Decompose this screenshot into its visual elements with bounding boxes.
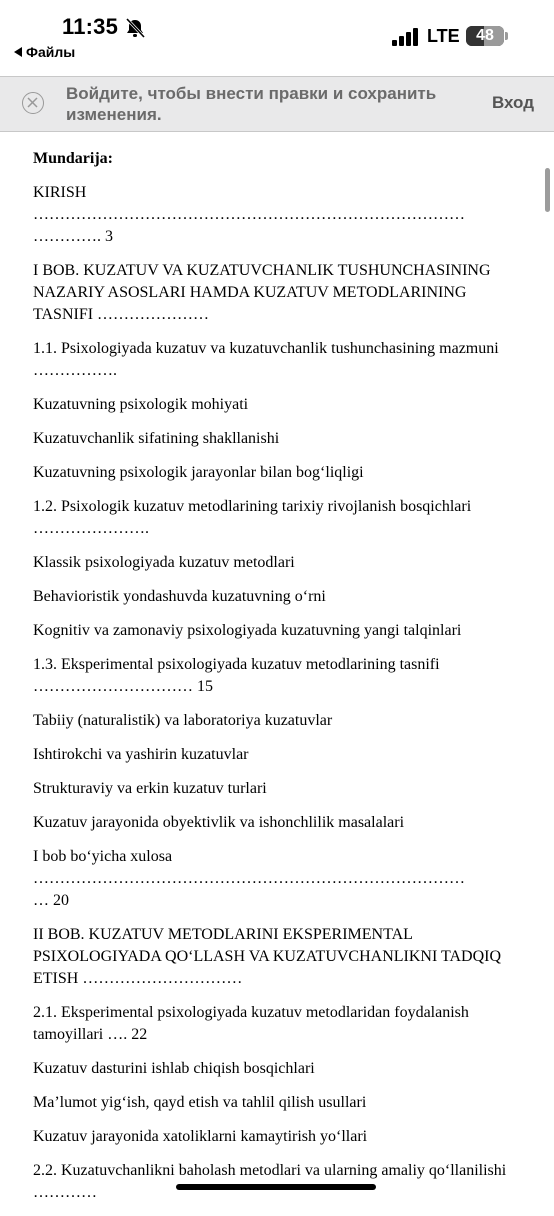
toc-entry-text: 1.3. Eksperimental psixologiyada kuzatuv metodlarining tasnifi ………………………… 15	[33, 656, 440, 695]
toc-entry-text: Kuzatuvning psixologik mohiyati	[33, 396, 249, 413]
toc-entry-text: Kuzatuv jarayonida obyektivlik va ishonchlilik masalalari	[33, 814, 405, 831]
toc-entry	[33, 710, 521, 732]
toc-entry-text: Behavioristik yondashuvda kuzatuvning o‘rni	[33, 588, 326, 605]
silent-bell-icon	[124, 18, 146, 38]
toc-entry-text: Ma’lumot yig‘ish, qayd etish va tahlil qilish usullari	[33, 1094, 367, 1111]
cellular-signal-icon	[392, 28, 420, 46]
toc-entry	[33, 496, 521, 540]
back-to-files-button[interactable]	[14, 44, 75, 60]
status-bar	[0, 0, 554, 70]
sign-in-banner	[0, 76, 554, 132]
network-type: LTE	[427, 26, 460, 46]
toc-entry-text: Ishtirokchi va yashirin kuzatuvlar	[33, 746, 249, 763]
toc-entry-text: Kuzatuvning psixologik jarayonlar bilan bog‘liqligi	[33, 464, 364, 481]
toc-entry-text: 2.1. Eksperimental psixologiyada kuzatuv metodlaridan foydalanish tamoyillari …. 22	[33, 1004, 469, 1043]
toc-entry	[33, 1058, 521, 1080]
toc-entry	[33, 338, 521, 382]
toc-entry	[33, 1092, 521, 1114]
toc-entry-text: ………………………………………………………………………	[33, 206, 465, 223]
toc-entry-text: 1.2. Psixologik kuzatuv metodlarining tarixiy rivojlanish bosqichlari ………………….	[33, 498, 472, 537]
toc-entry-text: 1.1. Psixologiyada kuzatuv va kuzatuvchanlik tushunchasining mazmuni …………….	[33, 340, 499, 379]
toc-entry-text: KIRISH	[33, 184, 87, 201]
toc-entry	[33, 812, 521, 834]
toc-entry	[33, 182, 521, 248]
toc-entry-text: Tabiiy (naturalistik) va laboratoriya kuzatuvlar	[33, 712, 333, 729]
toc-entry	[33, 1126, 521, 1148]
toc-entry	[33, 620, 521, 642]
toc-entry-text: …………. 3	[33, 228, 113, 245]
toc-entry-text: II BOB. KUZATUV METODLARINI EKSPERIMENTAL PSIXOLOGIYADA QO‘LLASH VA KUZATUVCHANLIKNI TADQIQ ETISH …………………………	[33, 926, 502, 987]
toc-entry-text: Kognitiv va zamonaviy psixologiyada kuzatuvning yangi talqinlari	[33, 622, 462, 639]
toc-entry	[33, 586, 521, 608]
toc-entry	[33, 846, 521, 912]
battery-icon	[466, 26, 504, 46]
document-body	[33, 148, 521, 1216]
toc-entry-text: ………………………………………………………………………	[33, 870, 465, 887]
toc-entry	[33, 462, 521, 484]
toc-list	[33, 182, 521, 1204]
toc-entry-text: I BOB. KUZATUV VA KUZATUVCHANLIK TUSHUNCHASINING NAZARIY ASOSLARI HAMDA KUZATUV METODLARINING TASNIFI …………………	[33, 262, 491, 323]
toc-entry	[33, 744, 521, 766]
toc-entry-text: Kuzatuv dasturini ishlab chiqish bosqichlari	[33, 1060, 315, 1077]
toc-entry	[33, 428, 521, 450]
toc-entry	[33, 1160, 521, 1204]
toc-entry-text: Kuzatuv jarayonida xatoliklarni kamaytirish yo‘llari	[33, 1128, 368, 1145]
scrollbar[interactable]	[545, 168, 550, 212]
back-label: Файлы	[26, 44, 76, 60]
toc-entry-text: Kuzatuvchanlik sifatining shakllanishi	[33, 430, 280, 447]
toc-entry-text: I bob bo‘yicha xulosa	[33, 848, 173, 865]
battery-tip	[505, 32, 508, 40]
close-icon[interactable]	[22, 92, 44, 114]
toc-entry-text: Strukturaviy va erkin kuzatuv turlari	[33, 780, 267, 797]
toc-entry	[33, 778, 521, 800]
battery-percent: 48	[476, 27, 494, 44]
toc-entry	[33, 552, 521, 574]
toc-entry-text: … 20	[33, 892, 69, 909]
toc-entry-text: 2.2. Kuzatuvchanlikni baholash metodlari va ularning amaliy qo‘llanilishi …………	[33, 1162, 507, 1201]
toc-entry	[33, 924, 521, 990]
toc-entry	[33, 260, 521, 326]
login-button[interactable]: Вход	[491, 93, 534, 112]
clock-time: 11:35	[62, 14, 119, 39]
toc-entry	[33, 654, 521, 698]
toc-entry-text: Klassik psixologiyada kuzatuv metodlari	[33, 554, 295, 571]
toc-entry	[33, 1002, 521, 1046]
back-arrow-icon	[14, 47, 22, 57]
banner-message: Войдите, чтобы внести правки и сохранить изменения.	[66, 84, 437, 124]
toc-heading: Mundarija:	[33, 150, 113, 167]
toc-entry	[33, 394, 521, 416]
home-indicator[interactable]	[176, 1184, 376, 1190]
